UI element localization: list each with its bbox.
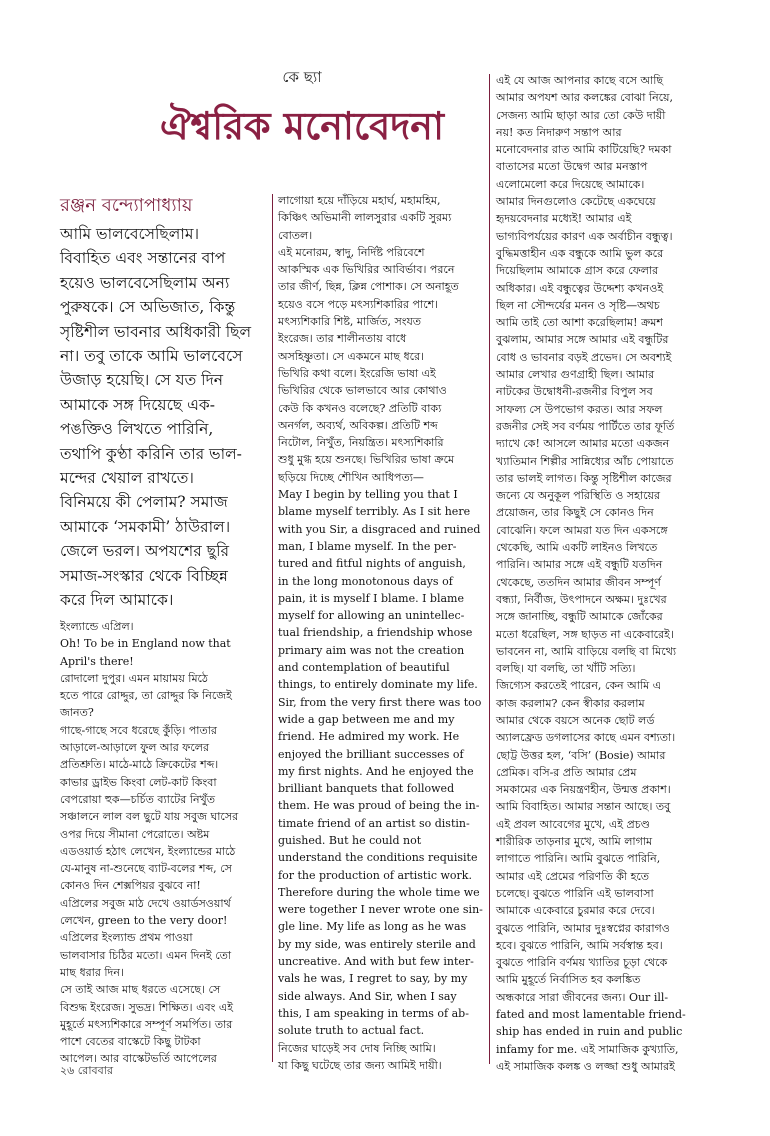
column-divider-2: [489, 74, 490, 1064]
page-footer: ২৬ রোববার: [60, 1064, 113, 1077]
author-byline: রঞ্জন বন্দ্যোপাধ্যায়: [60, 195, 193, 216]
column-divider-1: [272, 194, 273, 1062]
body-column-1: ইংল্যান্ডে এপ্রিল। Oh! To be in England now that April's there! রোদালো দুপুর। এমন মায়াময় মিঠে হতে পারে রোদ্দুর, তা রোদ্দুর কি নিজেই জানত? গাছে-গাছে সবে ধরেছে কুঁড়ি। পাতার আড়ালে-আড়ালে ফুল আর ফলের প্রতিশ্রুতি। মাঠে-মাঠে ক্রিকেটের শব্দ। কাভার ড্রাইভ কিংবা লেট-কাট কিংবা বেপরোয়া হুক—চর্চিত ব্যাটের নিখুঁত সঞ্চালনে লাল বল ছুটে যায় সবুজ ঘাসের ওপর দিয়ে সীমানা পেরোতে। অষ্টম এডওয়ার্ড হঠাৎ লেখেন, ইংল্যান্ডের মাঠে যে-মানুষ না-শুনেছে ব্যাট-বলের শব্দ, সে কোনও দিন শেক্সপিয়র বুঝবে না! এপ্রিলের সবুজ মাঠ দেখে ওয়ার্ডসওয়ার্থ লেখেন, green to the very door! এপ্রিলের ইংল্যান্ড প্রথম পাওয়া ভালবাসার চিঠির মতো। এমন দিনই তো মাছ ধরার দিন। সে তাই আজ মাছ ধরতে এসেছে। সে বিশুদ্ধ ইংরেজ। সুভদ্র। শিক্ষিত। এবং এই মুহূর্তে মৎস্যশিকারে সম্পূর্ণ সমর্পিত। তার পাশে বেতের বাস্কেটে কিছু টাটকা আপেল। আর বাস্কেটভর্তি আপেলের: [60, 620, 239, 1066]
body-column-3: এই যে আজ আপনার কাছে বসে আছি আমার অপযশ আর কলঙ্কের বোঝা নিয়ে, সেজন্য আমি ছাড়া আর তো কেউ দায়ী নয়! কত নিদারুণ সন্তাপ আর মনোবেদনার রাত আমি কাটিয়েছি? দমকা বাতাসের মতো উদ্বেগ আর মনস্তাপ এলোমেলো করে দিয়েছে আমাকে। আমার দিনগুলোও কেটেছে একঘেয়ে হৃদয়বেদনার মধ্যেই! আমার এই ভাগ্যবিপর্যয়ের কারণ এক অর্বাচীন বন্ধুত্ব। বুদ্ধিমত্তাহীন এক বন্ধুকে আমি ভুল করে দিয়েছিলাম আমাকে গ্রাস করে ফেলার অধিকার। এই বন্ধুত্বের উদ্দেশ্য কখনওই ছিল না সৌন্দর্যের মনন ও সৃষ্টি—অথচ আমি তাই তো আশা করেছিলাম! ক্রমশ বুঝলাম, আমার সঙ্গে আমার এই বন্ধুটির বোধ ও ভাবনার বড়ই প্রভেদ। সে অবশ্যই আমার লেখার গুণগ্রাহী ছিল। আমার নাটকের উদ্বোধনী-রজনীর বিপুল সব সাফল্য সে উপভোগ করত। আর সফল রজনীর সেই সব বর্ণময় পার্টিতে তার ফূর্তি দ্যাখে কে! আসলে আমার মতো একজন খ্যাতিমান শিল্পীর সান্নিধ্যের আঁচ পোয়াতে তার ভালই লাগত। কিন্তু সৃষ্টিশীল কাজের জন্যে যে অনুকূল পরিস্থিতি ও সহায়ের প্রয়োজন, তার কিছুই সে কোনও দিন বোঝেনি। ফলে আমরা যত দিন একসঙ্গে থেকেছি, আমি একটি লাইনও লিখতে পারিনি। আমার সঙ্গে এই বন্ধুটি যতদিন থেকেছে, ততদিন আমার জীবন সম্পূর্ণ বন্ধ্যা, নির্বীজ, উৎপাদনে অক্ষম। দুঃখের সঙ্গে জানাচ্ছি, বন্ধুটি আমাকে জোঁকের মতো ধরেছিল, সঙ্গ ছাড়ত না একেবারেই। ভাবনেন না, আমি বাড়িয়ে বলছি বা মিথ্যে বলছি। যা বলছি, তা খাঁটি সত্যি। জিগ্যেস করতেই পারেন, কেন আমি এ কাজ করলাম? কেন স্বীকার করলাম আমার থেকে বয়সে অনেক ছোট লর্ড অ্যালফ্রেড ডগলাসের কাছে এমন বশ্যতা। ছোট্ট উত্তর হল, ‘বসি’ (Bosie) আমার প্রেমিক। বসি-র প্রতি আমার প্রেম সমকামের এক নিয়ন্ত্রণহীন, উন্মত্ত প্রকাশ। আমি বিবাহিত। আমার সন্তান আছে। তবু এই প্রবল আবেগের মুখে, এই প্রচণ্ড শারীরিক তাড়নার মুখে, আমি লাগাম লাগাতে পারিনি। আমি বুঝতে পারিনি, আমার এই প্রেমের পরিণতি কী হতে চলেছে। বুঝতে পারিনি এই ভালবাসা আমাকে একেবারে চুরমার করে দেবে। বুঝতে পারিনি, আমার দুঃস্বপ্নের কারাগও হবে। বুঝতে পারিনি, আমি সর্বস্বান্ত হব। বুঝতে পারিনি বর্ণময় খ্যাতির চূড়া থেকে আমি মুহূর্তে নির্বাসিত হব কলঙ্কিত অন্ধকারে সারা জীবনের জন্য। Our ill- fated and most lamentable friend- ship has ended in ruin and public infamy for me. এই সামাজিক কুখ্যাতি, এই সামাজিক কলঙ্ক ও লজ্জা শুধু আমারই: [496, 74, 686, 1073]
page-title: ঐশ্বরিক মনোবেদনা: [160, 103, 444, 148]
section-kicker: কে ছ্যা: [282, 68, 322, 86]
intro-paragraph: আমি ভালবেসেছিলাম। বিবাহিত এবং সন্তানের বাপ হয়েও ভালবেসেছিলাম অন্য পুরুষকে। সে অভিজাত, কিন্তু সৃষ্টিশীল ভাবনার অধিকারী ছিল না। তবু তাকে আমি ভালবেসে উজাড় হয়েছি। সে যত দিন আমাকে সঙ্গ দিয়েছে এক- পঙক্তিও লিখতে পারিনি, তথাপি কুণ্ঠা করিনি তার ভাল- মন্দের খেয়াল রাখতে। বিনিময়ে কী পেলাম? সমাজ আমাকে ‘সমকামী’ ঠাউরাল। জেলে ভরল। অপযশের ছুরি সমাজ-সংস্কার থেকে বিচ্ছিন্ন করে দিল আমাকে।: [60, 225, 252, 610]
body-column-2: লাগোয়া হয়ে দাঁড়িয়ে মহার্ঘ, মহামহিম, কিঞ্চিৎ অভিমানী লালসুরার একটি সুরম্য বোতল। এই মনোরম, স্বাদু, নির্দিষ্ট পরিবেশে আকস্মিক এক ভিখিরির আবির্ভাব। পরনে তার জীর্ণ, ছিন্ন, ক্লিন্ন পোশাক। সে অনাহূত হয়েও বসে পড়ে মৎস্যশিকারির পাশে। মৎস্যশিকারি শিষ্ট, মার্জিত, সংযত ইংরেজ। তার শালীনতায় বাধে অসহিষ্ণুতা। সে একমনে মাছ ধরে। ভিখিরি কথা বলে। ইংরেজি ভাষা এই ভিখিরির থেকে ভালভাবে আর কোথাও কেউ কি কখনও বলেছে? প্রতিটি বাক্য অনর্গল, অব্যর্থ, অবিকল্প। প্রতিটি শব্দ নিটোল, নিখুঁত, নিয়ন্ত্রিত। মৎস্যশিকারি শুধু মুগ্ধ হয়ে শুনছে। ভিখিরির ভাষা ক্রমে ছড়িয়ে দিচ্ছে শৌখিন আধিপত্য— May I begin by telling you that I blame myself terribly. As I sit here with you Sir, a disgraced and ruined man, I blame myself. In the per- tured and fitful nights of anguish, in the long monotonous days of pain, it is myself I blame. I blame myself for allowing an unintellec- tual friendship, a friendship whose primary aim was not the creation and contemplation of beautiful things, to entirely dominate my life. Sir, from the very first there was too wide a gap between me and my friend. He admired my work. He enjoyed the brilliant successes of my first nights. And he enjoyed the brilliant banquets that followed them. He was proud of being the in- timate friend of an artist so distin- guished. But he could not understand the conditions requisite for the production of artistic work. Therefore during the whole time we were together I never wrote one sin- gle line. My life as long as he was by my side, was entirely sterile and uncreative. And with but few inter- vals he was, I regret to say, by my side always. And Sir, when I say this, I am speaking in terms of ab- solute truth to actual fact. নিজের ঘাড়েই সব দোষ নিচ্ছি আমি। যা কিছু ঘটেছে তার জন্য আমিই দায়ী।: [278, 194, 483, 1072]
